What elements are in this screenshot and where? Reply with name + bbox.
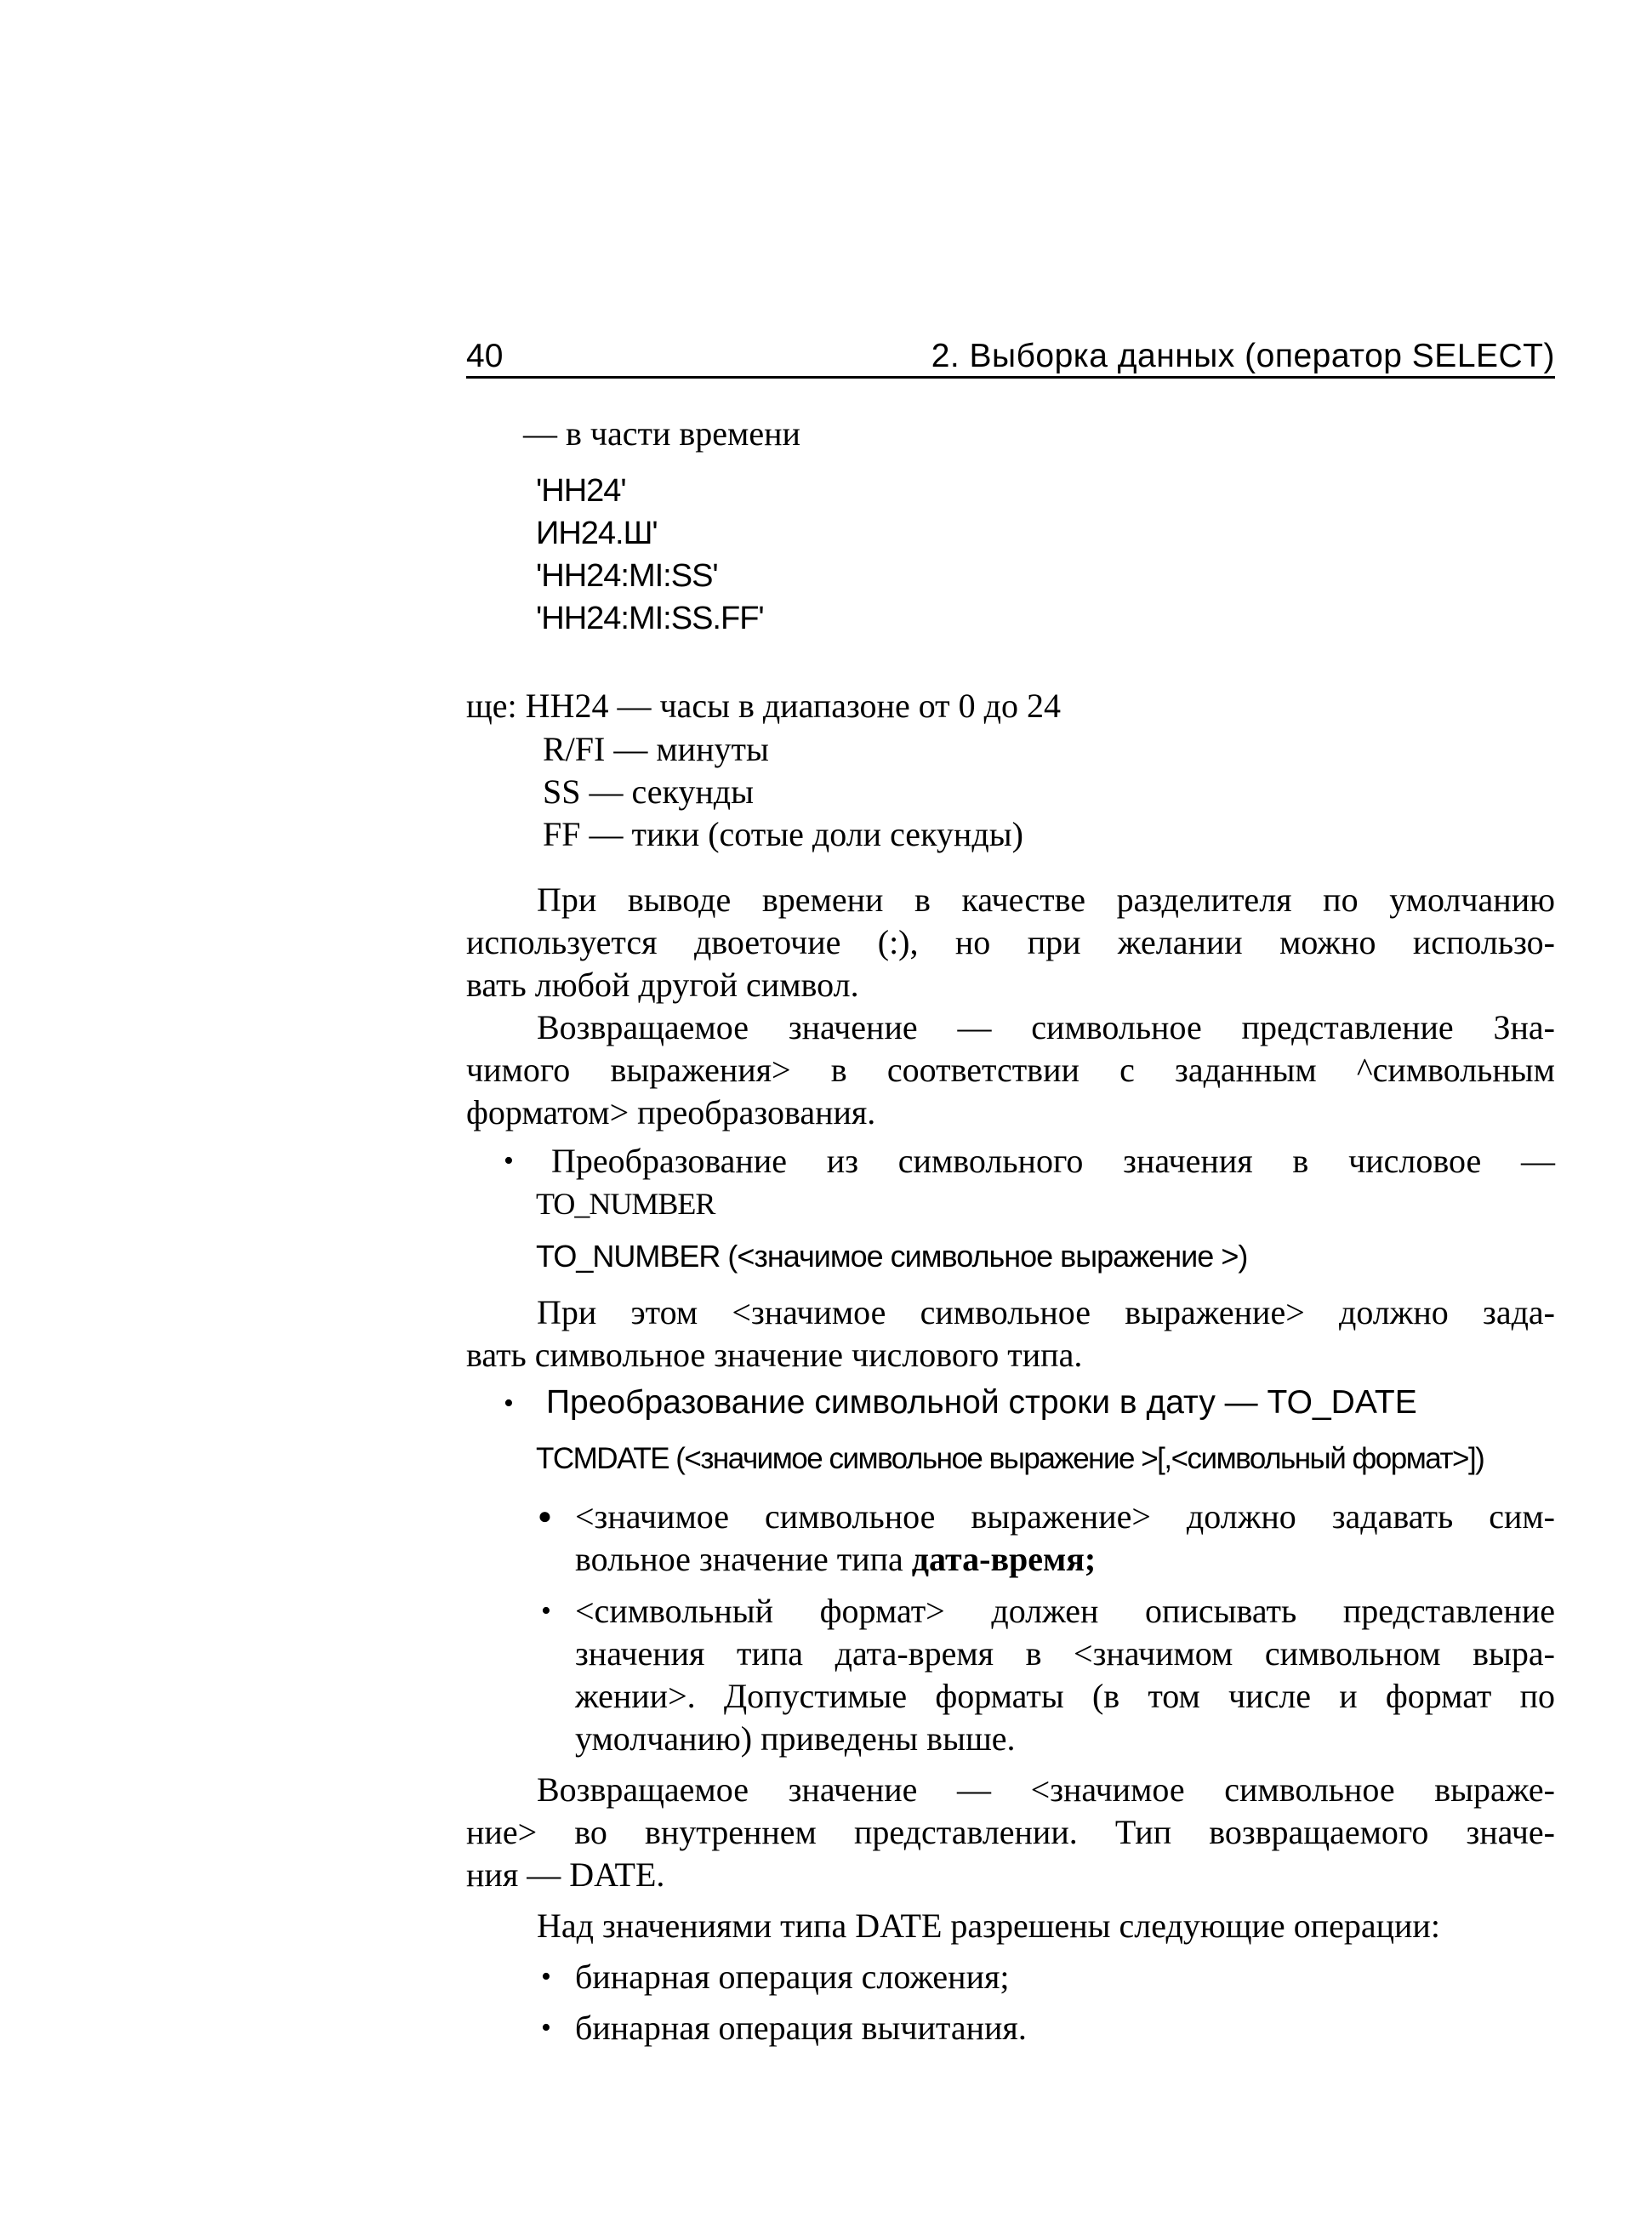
bullet-icon: • (504, 1388, 514, 1419)
to-number-syntax: TO_NUMBER (<значимое символьное выражение >) (536, 1239, 1248, 1274)
where-item: SS — секунды (543, 772, 754, 811)
paragraph-line: вать любой другой символ. (466, 966, 859, 1004)
time-intro: — в части времени (523, 414, 800, 453)
operation-item: бинарная операция вычитания. (575, 2009, 1027, 2047)
sub-bullet-line: <символьный формат> должен описывать представление (575, 1592, 1555, 1630)
chapter-title: 2. Выборка данных (оператор SELECT) (931, 338, 1555, 374)
sub-bullet-line: <значимое символьное выражение> должно задавать сим- (575, 1497, 1555, 1536)
bullet-icon: • (504, 1145, 514, 1177)
where-item: FF — тики (сотые доли секунды) (543, 815, 1023, 853)
sub-bullet-line: умолчанию) приведены выше. (575, 1719, 1016, 1758)
paragraph-line: ния — DATE. (466, 1855, 665, 1894)
time-format: ИН24.Ш' (536, 516, 658, 551)
sub-bullet-line (575, 1538, 1096, 1581)
paragraph-line: Возвращаемое значение — символьное представление Зна- (537, 1008, 1555, 1046)
where-lead: ще: НН24 — часы в диапазоне от 0 до 24 (466, 687, 1062, 725)
to-number-title: Преобразование из символьного значения в числовое — (551, 1142, 1555, 1180)
to-date-syntax: TCMDATE (<значимое символьное выражение >[,<символьный формат>]) (536, 1442, 1484, 1475)
paragraph-line: вать символьное значение числового типа. (466, 1336, 1083, 1374)
to-date-title: Преобразование символьной строки в дату — TO_DATE (546, 1384, 1417, 1421)
paragraph-line: используется двоеточие (:), но при желании можно использо- (466, 923, 1555, 961)
page-number: 40 (466, 337, 508, 376)
paragraph-line: чимого выражения> в соответствии с заданным ^символьным (466, 1051, 1555, 1089)
bullet-icon: • (541, 1961, 551, 1992)
paragraph-line: При выводе времени в качестве разделителя по умолчанию (537, 881, 1555, 919)
paragraph-line: Возвращаемое значение — <значимое символьное выраже- (537, 1770, 1555, 1809)
operation-item: бинарная операция сложения; (575, 1958, 1010, 1996)
time-format: 'HH24:MI:SS' (536, 558, 718, 594)
paragraph-line: форматом> преобразования. (466, 1093, 876, 1131)
time-format: 'HH24' (536, 473, 626, 509)
bullet-icon: • (541, 1595, 551, 1627)
paragraph-line: При этом <значимое символьное выражение> должно зада- (537, 1293, 1555, 1331)
sub-bullet-text: вольное значение типа (575, 1540, 912, 1578)
operations-lead: Над значениями типа DATE разрешены следующие операции: (537, 1907, 1440, 1945)
sub-bullet-line: жении>. Допустимые форматы (в том числе и формат по (575, 1677, 1555, 1715)
paragraph-line: ние> во внутреннем представлении. Тип возвращаемого значе- (466, 1813, 1555, 1851)
bullet-icon: • (541, 2012, 551, 2043)
bullet-icon: ● (538, 1503, 552, 1530)
where-item: R/FI — минуты (543, 730, 769, 768)
running-header (466, 337, 1555, 379)
time-format: 'HH24:MI:SS.FF' (536, 601, 764, 636)
sub-bullet-line: значения типа дата-время в <значимом символьном выра- (575, 1634, 1555, 1673)
to-number-name: TO_NUMBER (536, 1187, 715, 1221)
datetime-term: дата-время; (911, 1540, 1097, 1578)
